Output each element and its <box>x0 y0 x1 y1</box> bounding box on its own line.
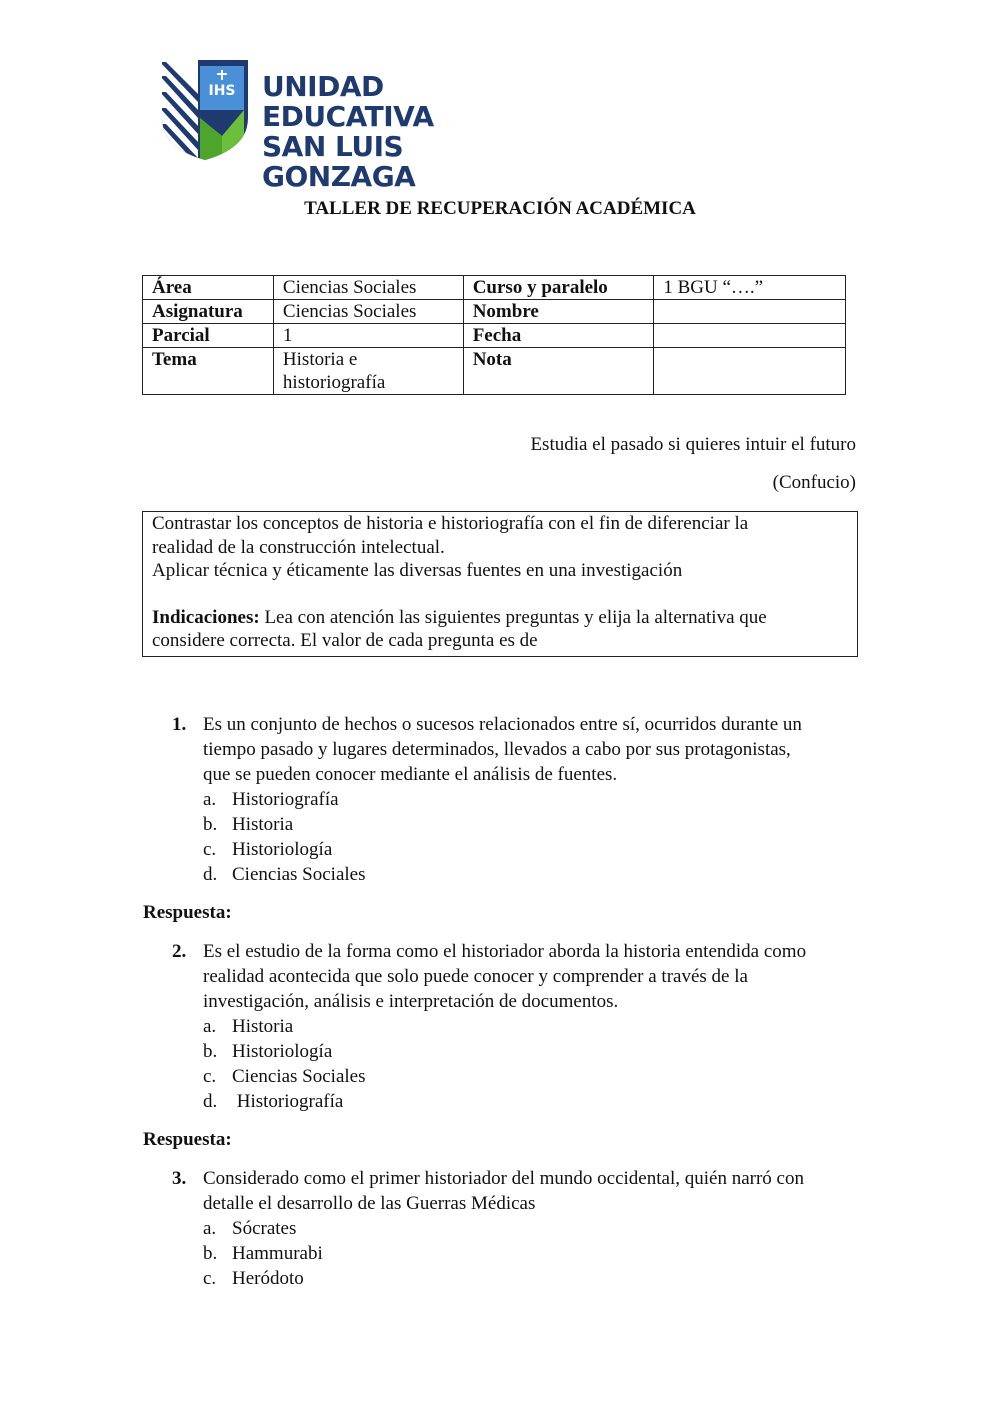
question-1 <box>172 712 862 887</box>
option-letter: a. <box>203 1016 217 1037</box>
question-number: 3. <box>172 1168 187 1189</box>
question-line: detalle el desarrollo de las Guerras Médicas <box>203 1193 536 1214</box>
option-c[interactable] <box>203 1266 862 1291</box>
school-logo <box>160 58 560 193</box>
tema-value-line2: historiografía <box>282 372 386 393</box>
area-value: Ciencias Sociales <box>273 276 463 300</box>
option-letter: a. <box>203 1218 217 1239</box>
table-row <box>143 300 846 324</box>
options-list <box>203 1216 862 1291</box>
nombre-label: Nombre <box>463 300 654 324</box>
option-b[interactable] <box>203 1241 862 1266</box>
instructions-line2: considere correcta. El valor de cada pregunta es de <box>152 630 538 651</box>
nota-field[interactable] <box>654 348 846 395</box>
objective-line1: Contrastar los conceptos de historia e historiografía con el fin de diferenciar la <box>152 513 749 534</box>
question-line: Es el estudio de la forma como el historiador aborda la historia entendida como <box>203 941 807 962</box>
option-letter: b. <box>203 814 218 835</box>
option-text: Historiología <box>232 1041 333 1062</box>
answer-label-2: Respuesta: <box>143 1129 232 1150</box>
parcial-value: 1 <box>273 324 463 348</box>
question-text <box>203 1166 862 1216</box>
objective-line2: realidad de la construcción intelectual. <box>152 536 445 558</box>
curso-label: Curso y paralelo <box>463 276 654 300</box>
question-2 <box>172 939 862 1114</box>
question-text <box>203 712 862 787</box>
option-a[interactable] <box>203 787 862 812</box>
option-a[interactable] <box>203 1014 862 1039</box>
question-line: que se pueden conocer mediante el análisis de fuentes. <box>203 764 618 785</box>
nota-label: Nota <box>463 348 654 395</box>
question-3 <box>172 1166 862 1291</box>
option-letter: d. <box>203 864 218 885</box>
quote-author: (Confucio) <box>772 472 856 493</box>
emblem-text: IHS <box>208 83 236 99</box>
tema-value-line1: Historia e <box>282 349 358 370</box>
option-letter: d. <box>203 1091 218 1112</box>
option-b[interactable] <box>203 1039 862 1064</box>
option-letter: b. <box>203 1041 218 1062</box>
option-text: Historiografía <box>232 789 339 810</box>
option-text: Ciencias Sociales <box>232 1066 366 1087</box>
option-text: Historiología <box>232 839 333 860</box>
option-text: Sócrates <box>232 1218 297 1239</box>
option-a[interactable] <box>203 1216 862 1241</box>
option-letter: a. <box>203 789 217 810</box>
fecha-field[interactable] <box>654 324 846 348</box>
curso-value[interactable]: 1 BGU “….” <box>654 276 846 300</box>
table-row <box>143 348 846 395</box>
info-table <box>142 275 846 395</box>
area-label: Área <box>143 276 274 300</box>
question-line: tiempo pasado y lugares determinados, llevados a cabo por sus protagonistas, <box>203 739 791 760</box>
option-letter: b. <box>203 1243 218 1264</box>
question-line: Es un conjunto de hechos o sucesos relacionados entre sí, ocurridos durante un <box>203 714 802 735</box>
page-title: TALLER DE RECUPERACIÓN ACADÉMICA <box>304 198 696 219</box>
question-line: realidad acontecida que solo puede conocer y comprender a través de la <box>203 966 748 987</box>
question-line: investigación, análisis e interpretación de documentos. <box>203 991 619 1012</box>
school-name-line2: SAN LUIS GONZAGA <box>262 130 416 193</box>
option-letter: c. <box>203 1268 217 1289</box>
option-d[interactable] <box>203 862 862 887</box>
question-number: 2. <box>172 941 187 962</box>
option-text: Historia <box>232 1016 294 1037</box>
question-number: 1. <box>172 714 187 735</box>
school-shield-icon <box>160 58 250 162</box>
instructions-label: Indicaciones: <box>152 606 260 628</box>
answer-label-1: Respuesta: <box>143 902 232 923</box>
instructions-line1: Lea con atención las siguientes preguntas y elija la alternativa que <box>259 606 767 628</box>
table-row <box>143 276 846 300</box>
option-text: Heródoto <box>232 1268 304 1289</box>
option-text: Historia <box>232 814 294 835</box>
nombre-field[interactable] <box>654 300 846 324</box>
quote-text: Estudia el pasado si quieres intuir el futuro <box>530 434 856 455</box>
instructions <box>152 606 848 630</box>
option-text: Historiografía <box>232 1091 344 1112</box>
option-c[interactable] <box>203 837 862 862</box>
option-letter: c. <box>203 1066 217 1087</box>
option-letter: c. <box>203 839 217 860</box>
tema-label: Tema <box>143 348 274 395</box>
options-list <box>203 1014 862 1114</box>
fecha-label: Fecha <box>463 324 654 348</box>
option-b[interactable] <box>203 812 862 837</box>
tema-value <box>273 348 463 395</box>
question-line: Considerado como el primer historiador del mundo occidental, quién narró con <box>203 1168 804 1189</box>
objective-line3: Aplicar técnica y éticamente las diversas fuentes en una investigación <box>152 560 683 581</box>
option-text: Hammurabi <box>232 1243 323 1264</box>
options-list <box>203 787 862 887</box>
school-name-line1: UNIDAD EDUCATIVA <box>262 70 434 133</box>
school-name <box>262 72 560 192</box>
table-row <box>143 324 846 348</box>
option-c[interactable] <box>203 1064 862 1089</box>
asignatura-value: Ciencias Sociales <box>273 300 463 324</box>
option-d[interactable] <box>203 1089 862 1114</box>
asignatura-label: Asignatura <box>143 300 274 324</box>
question-text <box>203 939 862 1014</box>
parcial-label: Parcial <box>143 324 274 348</box>
option-text: Ciencias Sociales <box>232 864 366 885</box>
objectives-box <box>142 511 858 657</box>
